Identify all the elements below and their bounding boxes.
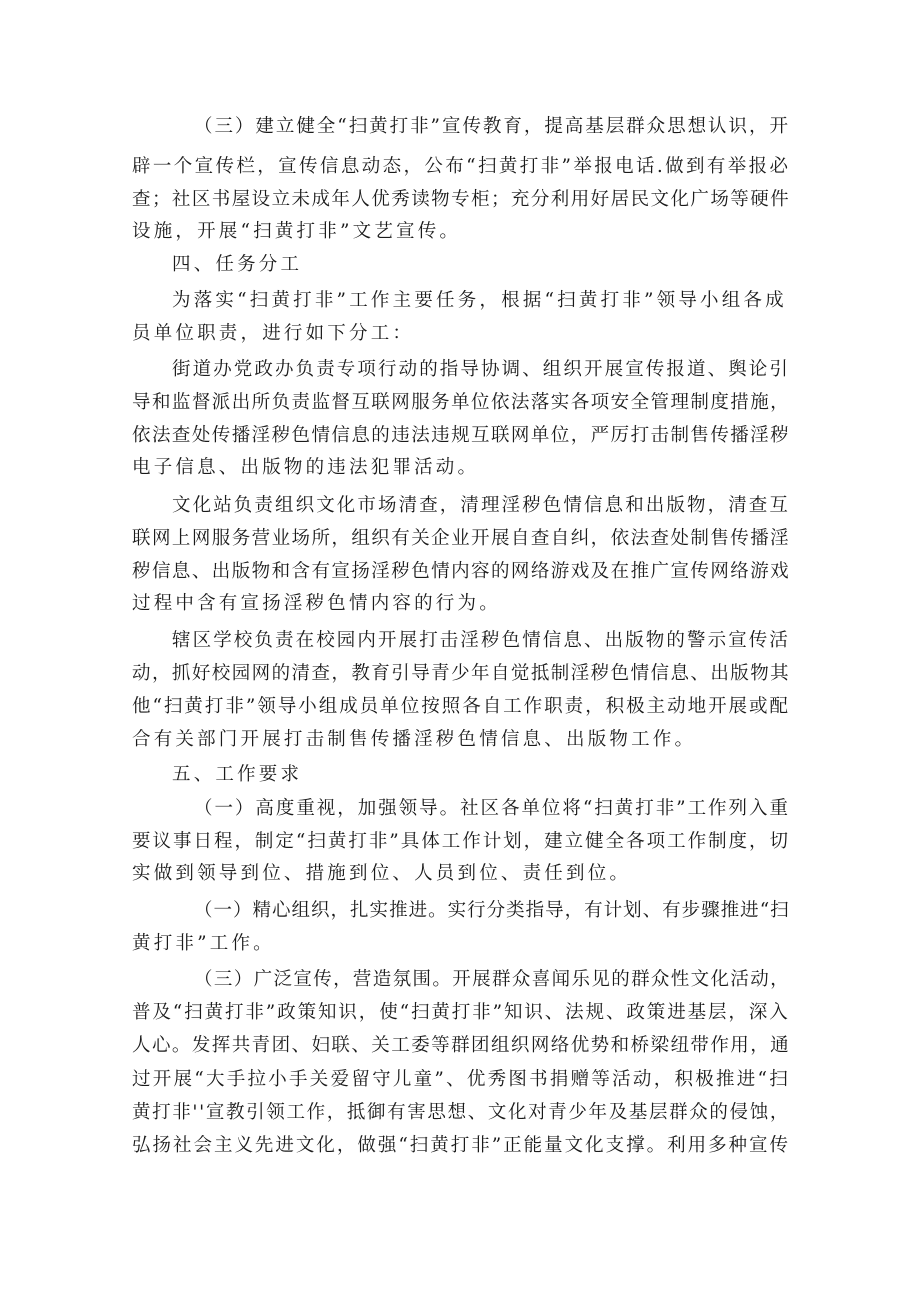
paragraph-line: 电子信息、出版物的违法犯罪活动。 [132, 457, 480, 478]
paragraph-line: 动，抓好校园网的清查，教育引导青少年自觉抵制淫秽色情信息、出版物其 [132, 663, 791, 684]
paragraph-line: （一）精心组织，扎实推进。实行分类指导，有计划、有步骤推进“扫 [194, 900, 790, 921]
paragraph-line: 黄打非''宣教引领工作，抵御有害思想、文化对青少年及基层群众的侵蚀， [132, 1102, 790, 1123]
paragraph-line: （一）高度重视，加强领导。社区各单位将“扫黄打非”工作列入重 [194, 798, 790, 819]
paragraph-line: （三）建立健全“扫黄打非”宣传教育，提高基层群众思想认识，开 [194, 116, 790, 137]
paragraph-line: （三）广泛宣传，营造氛围。开展群众喜闻乐见的群众性文化活动， [194, 969, 791, 990]
paragraph-line: 辟一个宣传栏，宣传信息动态，公布“扫黄打非”举报电话.做到有举报必 [132, 156, 791, 177]
paragraph-line: 辖区学校负责在校园内开展打击淫秽色情信息、出版物的警示宣传活 [172, 630, 791, 651]
paragraph-line: 过开展“大手拉小手关爱留守儿童”、优秀图书捐赠等活动，积极推进“扫 [132, 1069, 790, 1090]
paragraph-line: 员单位职责，进行如下分工： [132, 323, 415, 344]
paragraph-line: 他“扫黄打非”领导小组成员单位按照各自工作职责，积极主动地开展或配 [132, 696, 791, 717]
paragraph-line: 要议事日程，制定“扫黄打非”具体工作计划，建立健全各项工作制度，切 [132, 831, 791, 852]
paragraph-line: 联网上网服务营业场所，组织有关企业开展自查自纠，依法查处制售传播淫 [132, 528, 791, 549]
paragraph-line: 查；社区书屋设立未成年人优秀读物专柜；充分利用好居民文化广场等硬件 [132, 189, 791, 210]
paragraph-line: 合有关部门开展打击制售传播淫秽色情信息、出版物工作。 [132, 729, 697, 750]
paragraph-line: 人心。发挥共青团、妇联、关工委等群团组织网络优势和桥梁纽带作用，通 [132, 1035, 791, 1056]
paragraph-line: 过程中含有宣扬淫秽色情内容的行为。 [132, 593, 501, 614]
paragraph-line: 街道办党政办负责专项行动的指导协调、组织开展宣传报道、舆论引 [172, 359, 791, 380]
section-heading: 五、工作要求 [172, 764, 303, 785]
section-heading: 四、任务分工 [172, 254, 303, 275]
paragraph-line: 黄打非”工作。 [132, 933, 275, 954]
paragraph-line: 导和监督派出所负责监督互联网服务单位依法落实各项安全管理制度措施， [132, 392, 791, 413]
paragraph-line: 实做到领导到位、措施到位、人员到位、责任到位。 [132, 863, 632, 884]
paragraph-line: 设施，开展“扫黄打非”文艺宣传。 [132, 221, 462, 242]
paragraph-line: 秽信息、出版物和含有宣扬淫秽色情内容的网络游戏及在推广宣传网络游戏 [132, 561, 791, 582]
paragraph-line: 普及“扫黄打非”政策知识，使“扫黄打非”知识、法规、政策进基层，深入 [132, 1002, 790, 1023]
paragraph-line: 弘扬社会主义先进文化，做强“扫黄打非”正能量文化支撑。利用多种宣传 [132, 1135, 791, 1156]
paragraph-line: 文化站负责组织文化市场清查，清理淫秽色情信息和出版物，清查互 [172, 495, 791, 516]
paragraph-line: 为落实“扫黄打非”工作主要任务，根据“扫黄打非”领导小组各成 [172, 290, 787, 311]
paragraph-line: 依法查处传播淫秽色情信息的违法违规互联网单位，严厉打击制售传播淫秽 [132, 425, 791, 446]
